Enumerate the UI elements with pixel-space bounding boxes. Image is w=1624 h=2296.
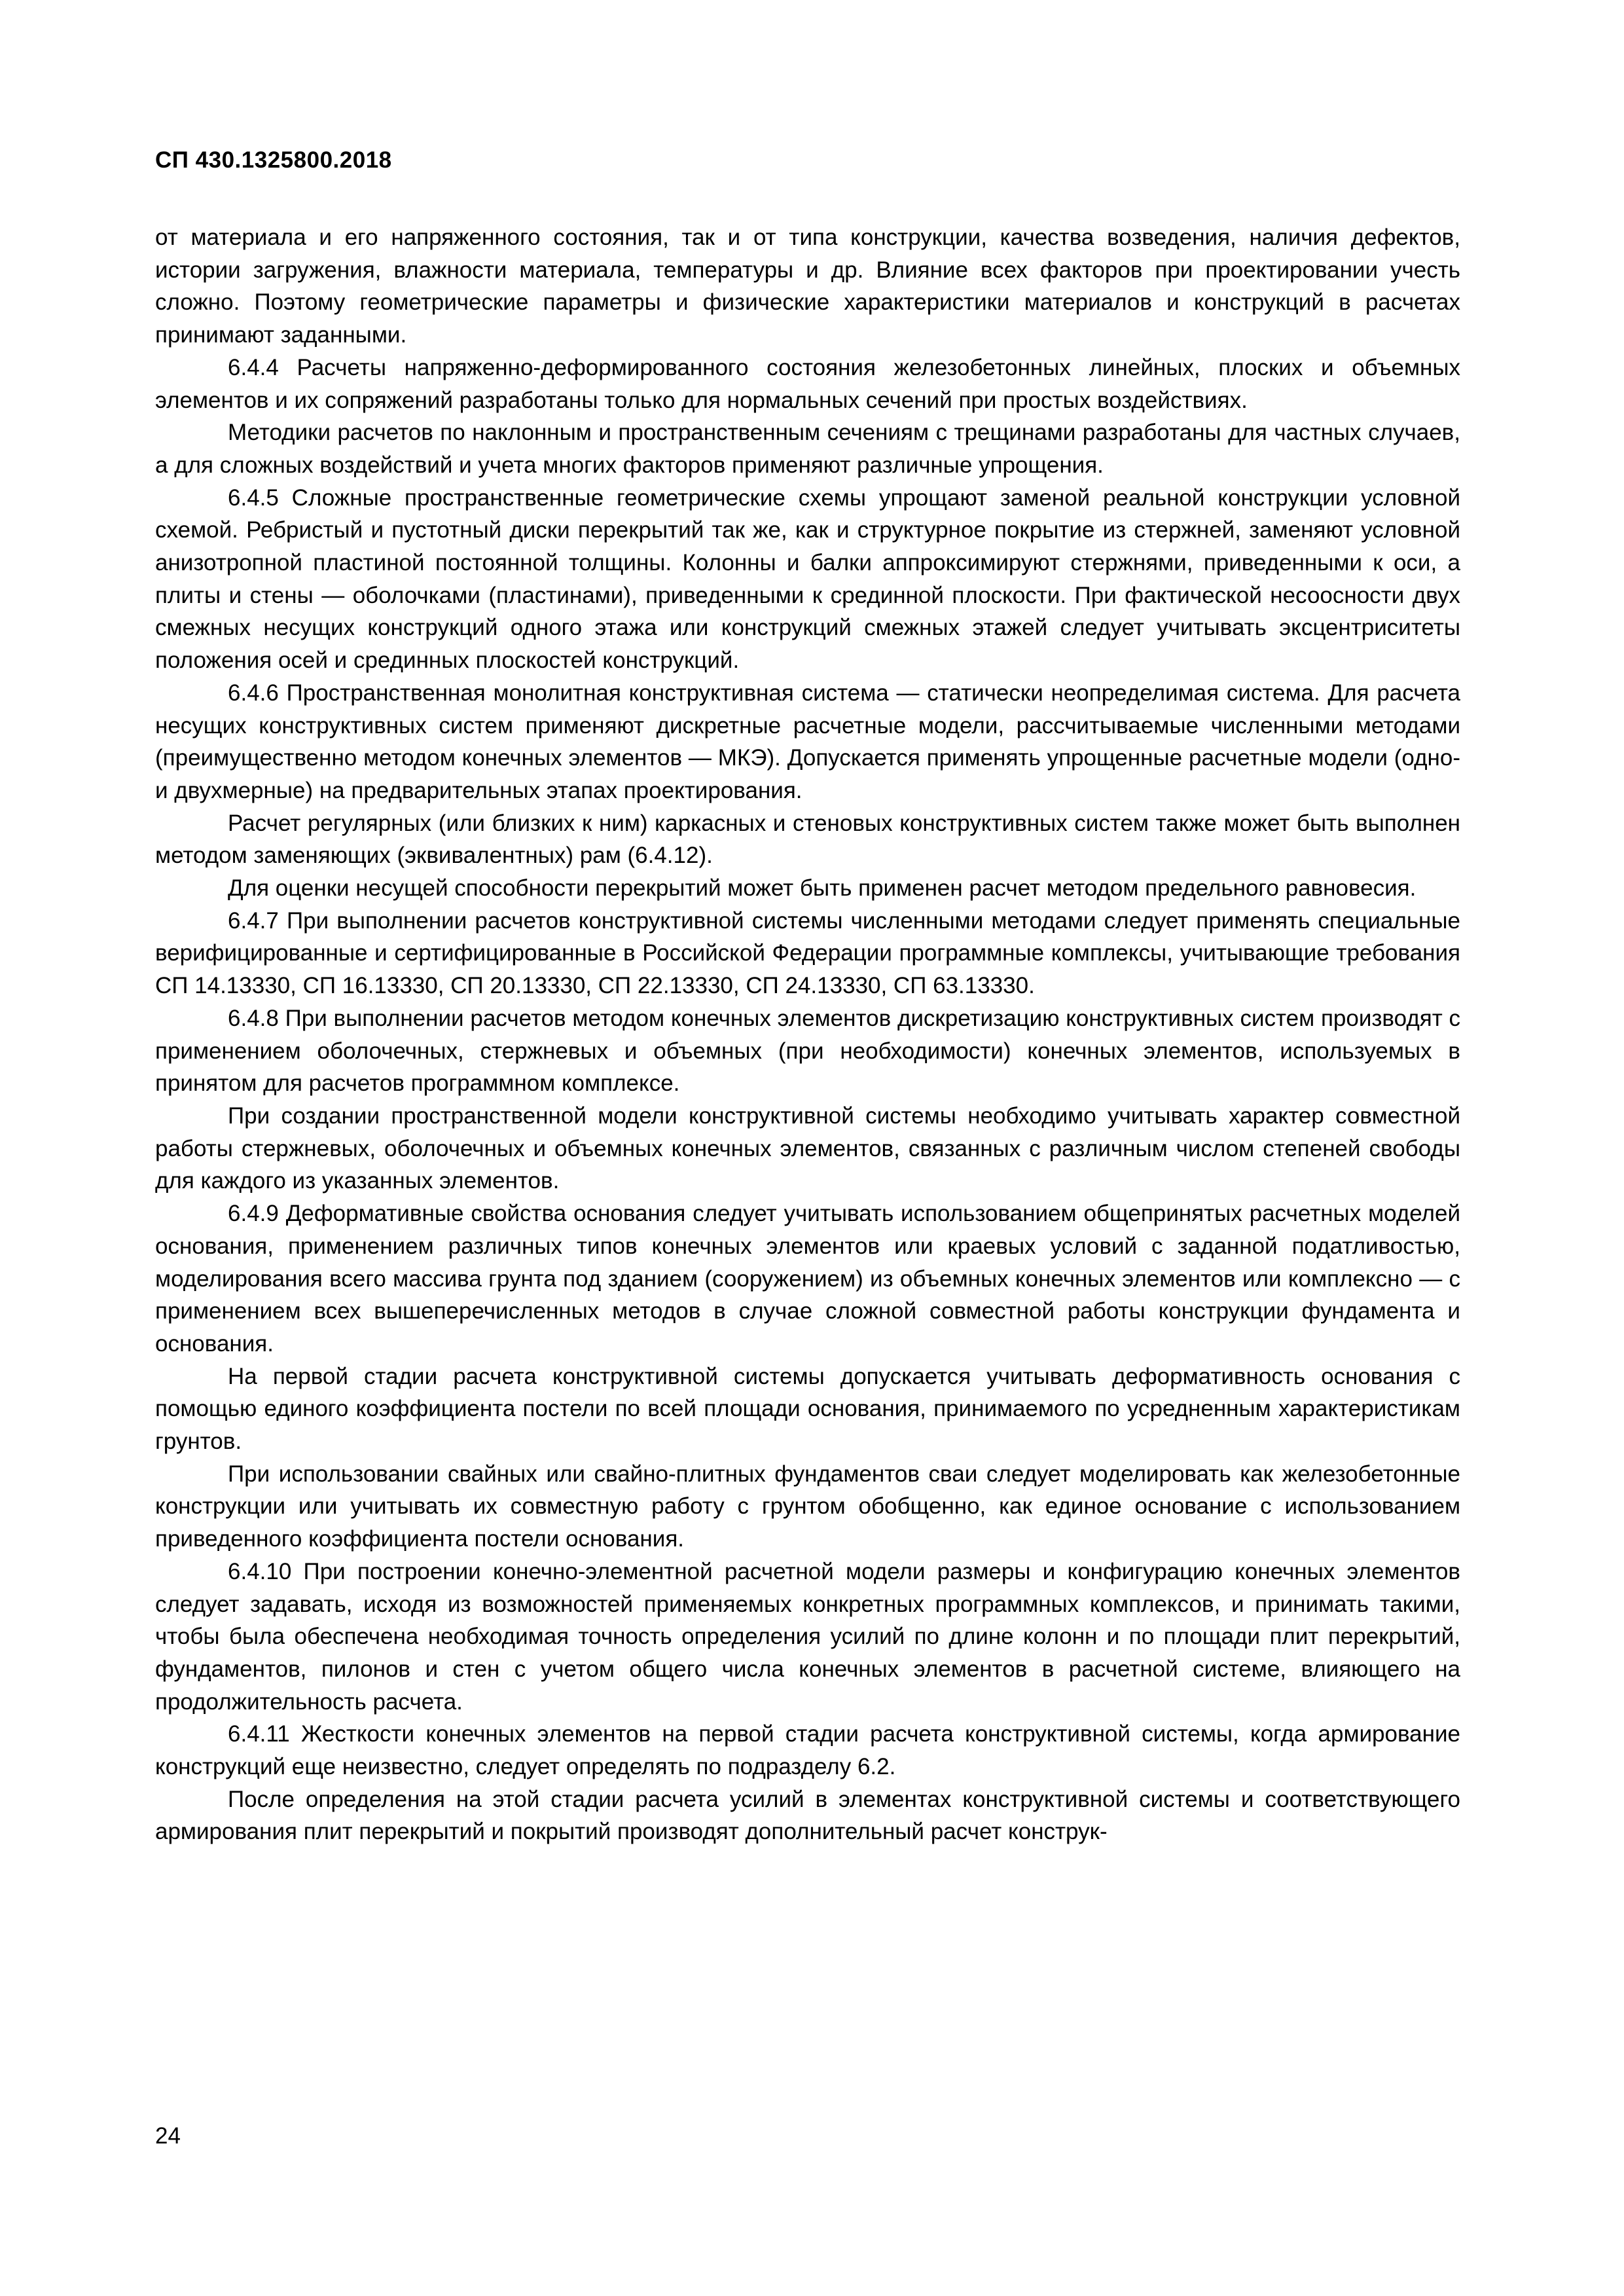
body-text — [155, 221, 1460, 1848]
paragraph-limit-equilibrium: Для оценки несущей способности перекрытий может быть применен расчет методом предельного равновесия. — [228, 875, 1416, 902]
paragraph-continuation: от материала и его напряженного состояния, так и от типа конструкции, качества возведения, наличия дефектов, истории загружения, влажности материала, температуры и др. Влияние всех факторов при проектировании учесть сложно. Поэтому геометрические параметры и физические характеристики материалов и конструкций в расчетах принимают заданными. — [155, 225, 1460, 348]
paragraph-6-4-10: 6.4.10 При построении конечно-элементной расчетной модели размеры и конфигурацию конечных элементов следует задавать, исходя из возможностей применяемых конкретных программных комплексов, и принимать такими, чтобы была обеспечена необходимая точность определения усилий по длине колонн и по площади плит перекрытий, фундаментов, пилонов и стен с учетом общего числа конечных элементов в расчетной системе, влияющего на продолжительность расчета. — [155, 1558, 1460, 1715]
document-code-header: СП 430.1325800.2018 — [155, 147, 392, 173]
paragraph-6-4-4: 6.4.4 Расчеты напряженно-деформированного состояния железобетонных линейных, плоских и объемных элементов и их сопряжений разработаны только для нормальных сечений при простых воздействиях. — [155, 354, 1460, 413]
paragraph-6-4-7: 6.4.7 При выполнении расчетов конструктивной системы численными методами следует применять специальные верифицированные и сертифицированные в Российской Федерации программные комплексы, учитывающие требования СП 14.13330, СП 16.13330, СП 20.13330, СП 22.13330, СП 24.13330, СП 63.13330. — [155, 907, 1460, 999]
paragraph-regular-systems: Расчет регулярных (или близких к ним) каркасных и стеновых конструктивных систем также может быть выполнен методом заменяющих (эквивалентных) рам (6.4.12). — [155, 810, 1460, 869]
paragraph-6-4-5: 6.4.5 Сложные пространственные геометрические схемы упрощают заменой реальной конструкции условной схемой. Ребристый и пустотный диски перекрытий так же, как и структурное покрытие из стержней, заменяют условной анизотропной пластиной постоянной толщины. Колонны и балки аппроксимируют стержнями, приведенными к оси, а плиты и стены — оболочками (пластинами), приведенными к срединной плоскости. При фактической несоосности двух смежных несущих конструкций одного этажа или конструкций смежных этажей следует учитывать эксцентриситеты положения осей и срединных плоскостей конструкций. — [155, 484, 1460, 674]
paragraph-6-4-11: 6.4.11 Жесткости конечных элементов на первой стадии расчета конструктивной системы, когда армирование конструкций еще неизвестно, следует определять по подразделу 6.2. — [155, 1721, 1460, 1780]
paragraph-spatial-model: При создании пространственной модели конструктивной системы необходимо учитывать характер совместной работы стержневых, оболочечных и объемных конечных элементов, связанных с различным числом степеней свободы для каждого из указанных элементов. — [155, 1102, 1460, 1194]
paragraph-6-4-9: 6.4.9 Деформативные свойства основания следует учитывать использованием общепринятых расчетных моделей основания, применением различных типов конечных элементов или краевых условий с заданной податливостью, моделирования всего массива грунта под зданием (сооружением) из объемных конечных элементов или комплексно — с применением всех вышеперечисленных методов в случае сложной совместной работы конструкции фундамента и основания. — [155, 1201, 1460, 1357]
paragraph-after-stage: После определения на этой стадии расчета усилий в элементах конструктивной системы и соответствующего армирования плит перекрытий и покрытий производят дополнительный расчет конструк- — [155, 1786, 1460, 1845]
paragraph-6-4-6: 6.4.6 Пространственная монолитная конструктивная система — статически неопределимая система. Для расчета несущих конструктивных систем применяют дискретные расчетные модели, рассчитываемые численными методами (преимущественно методом конечных элементов — МКЭ). Допускается применять упрощенные расчетные модели (одно- и двухмерные) на предварительных этапах проектирования. — [155, 680, 1460, 803]
paragraph-methods-inclined-sections: Методики расчетов по наклонным и пространственным сечениям с трещинами разработаны для частных случаев, а для сложных воздействий и учета многих факторов применяют различные упрощения. — [155, 420, 1460, 478]
paragraph-pile-foundations: При использовании свайных или свайно-плитных фундаментов сваи следует моделировать как железобетонные конструкции или учитывать их совместную работу с грунтом обобщенно, как единое основание с использованием приведенного коэффициента постели основания. — [155, 1461, 1460, 1552]
page-number: 24 — [155, 2123, 181, 2149]
paragraph-first-stage-foundation: На первой стадии расчета конструктивной системы допускается учитывать деформативность основания с помощью единого коэффициента постели по всей площади основания, принимаемого по усредненным характеристикам грунтов. — [155, 1363, 1460, 1455]
paragraph-6-4-8: 6.4.8 При выполнении расчетов методом конечных элементов дискретизацию конструктивных систем производят с применением оболочечных, стержневых и объемных (при необходимости) конечных элементов, используемых в принятом для расчетов программном комплексе. — [155, 1005, 1460, 1097]
